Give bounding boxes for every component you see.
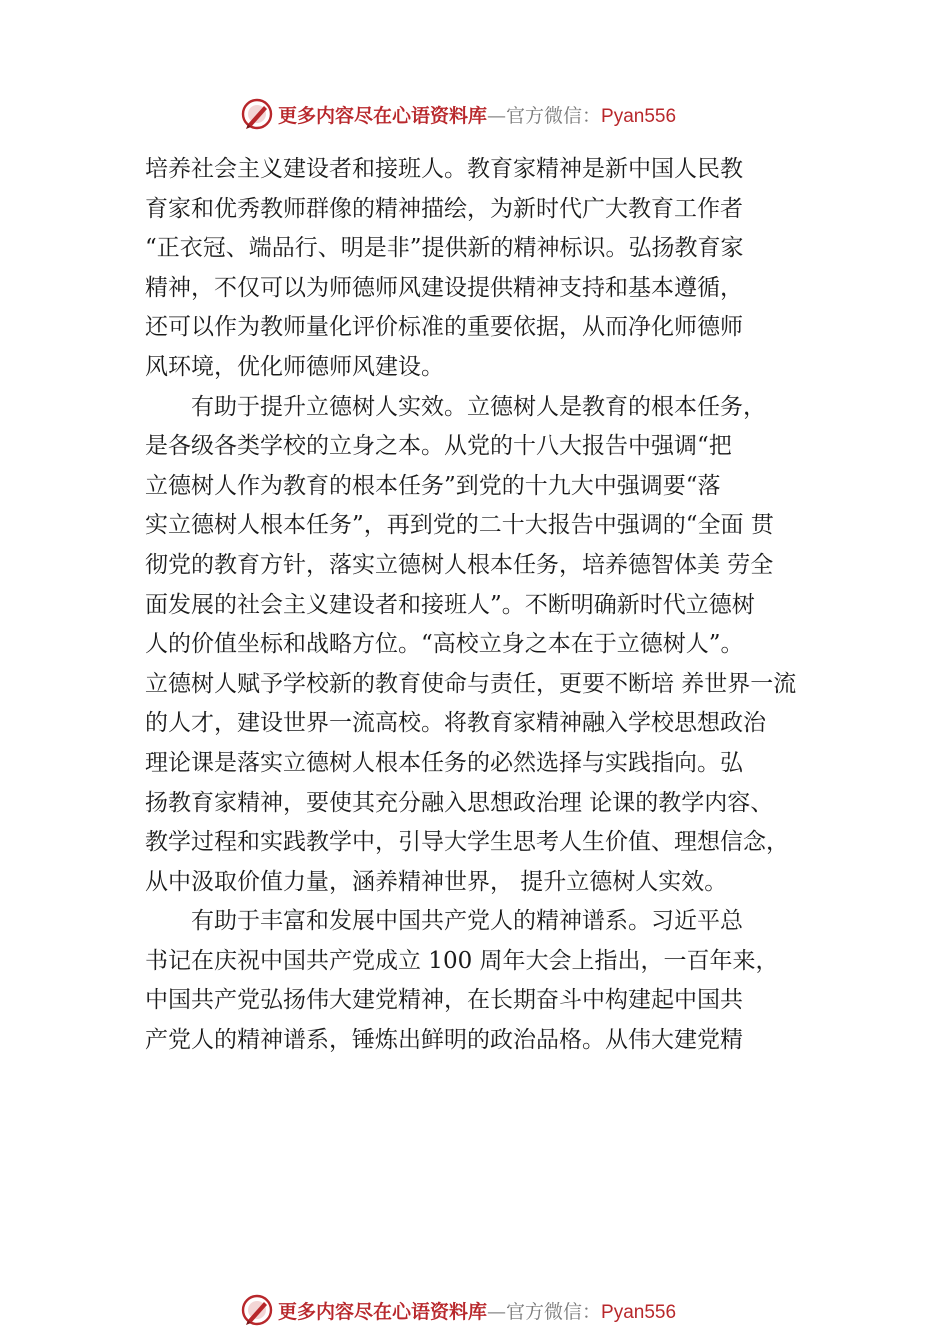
text-line: 书记在庆祝中国共产党成立 100 周年大会上指出，一百年来，: [145, 947, 779, 974]
text-line: 有助于丰富和发展中国共产党人的精神谱系。习近平总: [145, 908, 743, 935]
text-line: 教学过程和实践教学中，引导大学生思考人生价值、理想信念，: [145, 829, 789, 856]
text-line: “正衣冠、端品行、明是非”提供新的精神标识。弘扬教育家: [145, 235, 744, 262]
text-line: 产党人的精神谱系，锤炼出鲜明的政治品格。从伟大建党精: [145, 1027, 743, 1054]
text-line: 培养社会主义建设者和接班人。教育家精神是新中国人民教: [145, 156, 743, 182]
banner-wechat-id: Pyan556: [601, 105, 677, 127]
text-line: 立德树人赋予学校新的教育使命与责任，更要不断培 养世界一流: [145, 670, 797, 697]
text-line: 面发展的社会主义建设者和接班人”。不断明确新时代立德树: [145, 591, 755, 618]
text-line: 还可以作为教师量化评价标准的重要依据，从而净化师德师: [145, 314, 743, 341]
text-line: 实立德树人根本任务”，再到党的二十大报告中强调的“全面 贯: [145, 512, 774, 539]
banner-dash: —: [487, 104, 507, 127]
text-line: 风环境，优化师德师风建设。: [145, 353, 444, 380]
text-line: 有助于提升立德树人实效。立德树人是教育的根本任务，: [145, 393, 766, 420]
text-line: 中国共产党弘扬伟大建党精神，在长期奋斗中构建起中国共: [145, 987, 743, 1014]
header-banner: [0, 94, 950, 134]
text-line: 精神，不仅可以为师德师风建设提供精神支持和基本遵循，: [145, 274, 743, 301]
banner-text: [278, 1297, 676, 1324]
pen-seal-icon: [240, 1293, 274, 1327]
pen-seal-icon: [240, 97, 274, 131]
text-line: 立德树人作为教育的根本任务”到党的十九大中强调要“落: [145, 472, 721, 499]
banner-wechat-id: Pyan556: [601, 1301, 677, 1323]
banner-wechat-label: 官方微信：: [506, 104, 602, 127]
text-line: 的人才，建设世界一流高校。将教育家精神融入学校思想政治: [145, 710, 766, 737]
text-line: 是各级各类学校的立身之本。从党的十八大报告中强调“把: [145, 433, 732, 460]
text-line: 人的价值坐标和战略方位。“高校立身之本在于立德树人”。: [145, 631, 744, 658]
footer-banner: [0, 1290, 950, 1330]
banner-dash: —: [487, 1300, 507, 1323]
text-line: 从中汲取价值力量，涵养精神世界， 提升立德树人实效。: [145, 868, 728, 895]
text-line: 理论课是落实立德树人根本任务的必然选择与实践指向。弘: [145, 749, 743, 776]
text-line: 彻党的教育方针，落实立德树人根本任务，培养德智体美 劳全: [145, 551, 774, 578]
text-line: 扬教育家精神，要使其充分融入思想政治理 论课的教学内容、: [145, 789, 774, 816]
banner-wechat-label: 官方微信：: [506, 1300, 602, 1323]
banner-text: [278, 101, 676, 128]
document-body: [145, 150, 845, 1061]
text-line: 育家和优秀教师群像的精神描绘，为新时代广大教育工作者: [145, 195, 743, 222]
banner-red-text: 更多内容尽在心语资料库: [278, 1300, 488, 1323]
banner-red-text: 更多内容尽在心语资料库: [278, 104, 488, 127]
